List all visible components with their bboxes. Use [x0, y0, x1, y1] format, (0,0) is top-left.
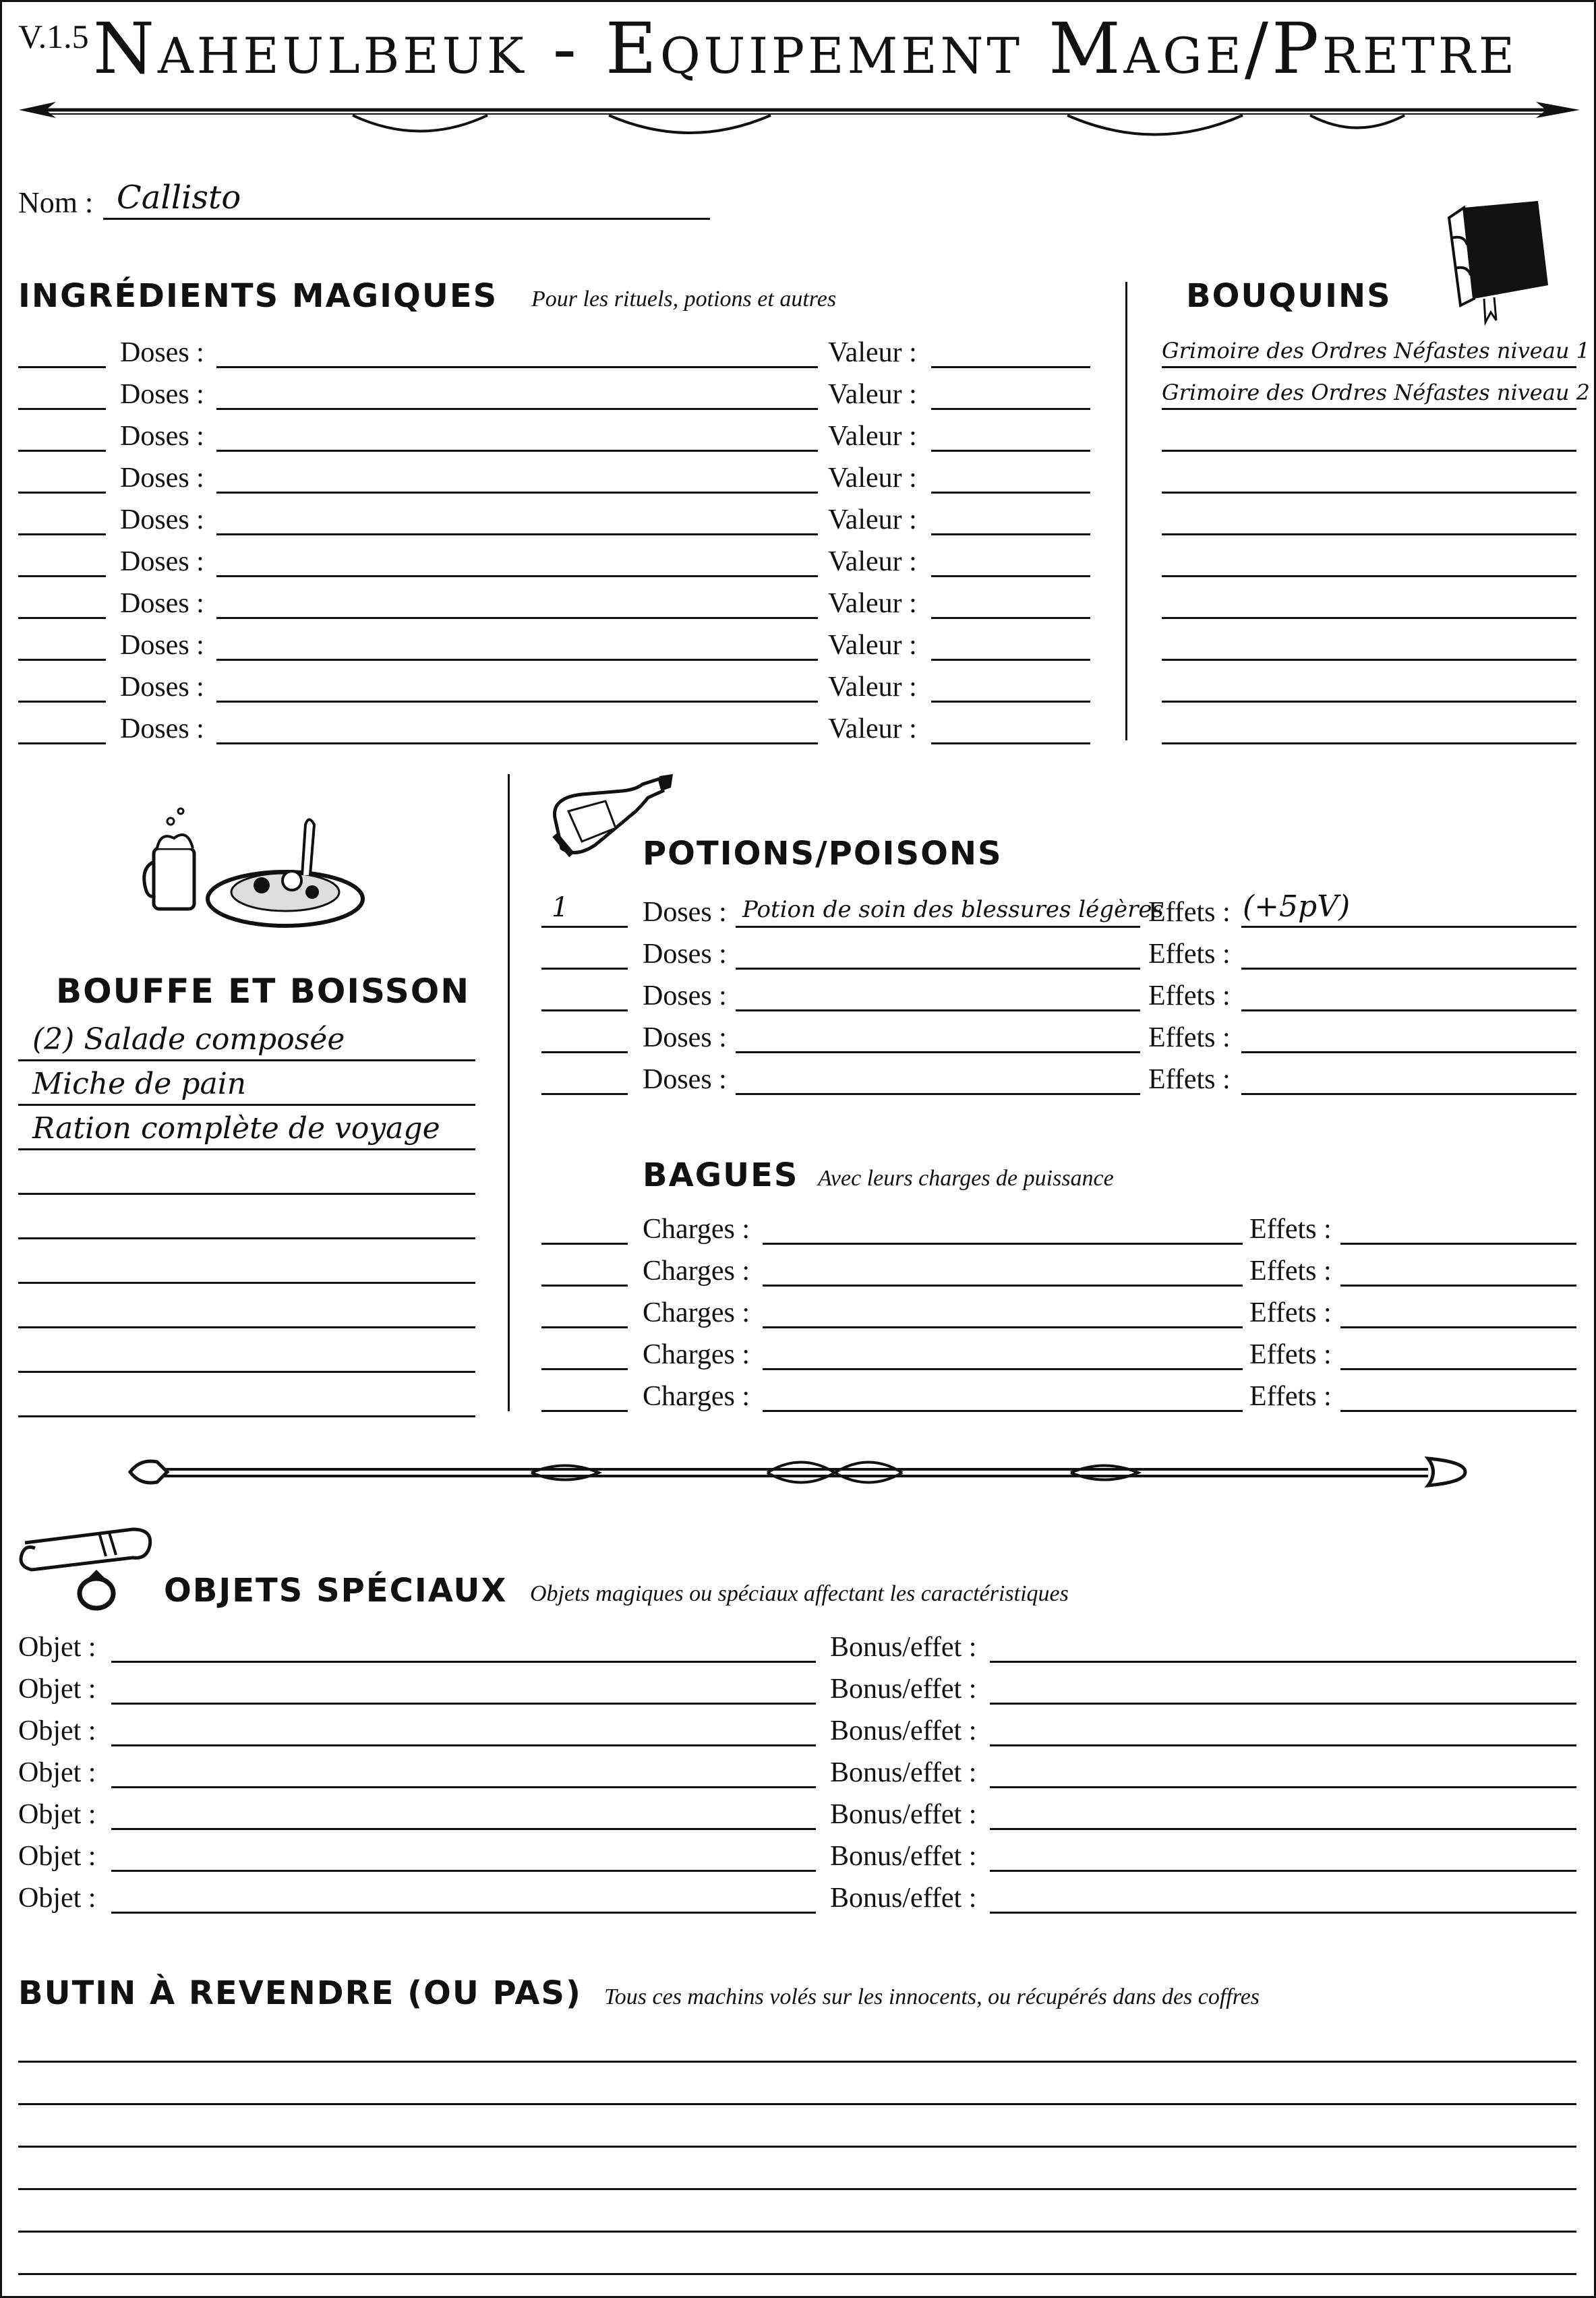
charges-label: Charges :: [643, 1256, 750, 1287]
name-line: [103, 218, 710, 220]
ingredient-name-line: [216, 742, 818, 744]
potion-qty-line: [541, 1093, 628, 1095]
book-line: [1162, 617, 1576, 619]
ring-qty-line: [541, 1243, 628, 1245]
doses-label: Doses :: [120, 463, 204, 494]
valeur-label: Valeur :: [828, 337, 917, 368]
spear-ornament: [16, 90, 1580, 150]
ring-icon: [73, 1566, 120, 1614]
valeur-label: Valeur :: [828, 672, 917, 703]
bonus-line: [990, 1786, 1576, 1788]
food-line: [18, 1104, 475, 1106]
potions-title: POTIONS/POISONS: [643, 835, 1003, 873]
food-line: [18, 1282, 475, 1284]
doses-label: Doses :: [643, 1022, 727, 1053]
doses-label: Doses :: [643, 980, 727, 1011]
ingredient-name-line: [216, 450, 818, 452]
butin-line: [18, 2103, 1576, 2105]
bonus-line: [990, 1870, 1576, 1872]
book-line: [1162, 366, 1576, 368]
objet-label: Objet :: [18, 1883, 96, 1914]
book-line: [1162, 450, 1576, 452]
food-entry[interactable]: (2) Salade composée: [32, 1022, 345, 1057]
bagues-title: BAGUES: [643, 1156, 799, 1194]
effets-label: Effets :: [1148, 939, 1231, 970]
potion-effect-line: [1241, 1009, 1576, 1011]
book-line: [1162, 492, 1576, 494]
ingredient-name-line: [216, 701, 818, 703]
valeur-label: Valeur :: [828, 379, 917, 410]
doses-label: Doses :: [120, 588, 204, 619]
ring-effect-line: [1340, 1410, 1576, 1412]
objet-line: [111, 1828, 816, 1830]
butin-line: [18, 2146, 1576, 2148]
ingredient-qty-line: [18, 617, 106, 619]
effets-label: Effets :: [1249, 1297, 1332, 1328]
bonus-line: [990, 1703, 1576, 1705]
potion-name[interactable]: Potion de soin des blessures légères: [742, 896, 1164, 923]
ingredient-name-line: [216, 659, 818, 661]
objet-label: Objet :: [18, 1674, 96, 1705]
ingredient-qty-line: [18, 575, 106, 577]
ring-qty-line: [541, 1285, 628, 1287]
book-entry[interactable]: Grimoire des Ordres Néfastes niveau 2: [1162, 380, 1590, 405]
food-line: [18, 1326, 475, 1328]
ingredient-name-line: [216, 575, 818, 577]
valeur-label: Valeur :: [828, 546, 917, 577]
objet-line: [111, 1703, 816, 1705]
book-line: [1162, 659, 1576, 661]
doses-label: Doses :: [120, 713, 204, 744]
objets-subtitle: Objets magiques ou spéciaux affectant les caractéristiques: [530, 1581, 1069, 1606]
butin-line: [18, 2231, 1576, 2233]
book-line: [1162, 533, 1576, 535]
staff-ornament: [127, 1445, 1469, 1499]
charges-label: Charges :: [643, 1339, 750, 1370]
bonus-label: Bonus/effet :: [830, 1715, 977, 1746]
food-line: [18, 1193, 475, 1195]
bonus-line: [990, 1828, 1576, 1830]
ingredient-name-line: [216, 492, 818, 494]
doses-label: Doses :: [643, 1064, 727, 1095]
book-line: [1162, 701, 1576, 703]
food-line: [18, 1148, 475, 1150]
objet-label: Objet :: [18, 1715, 96, 1746]
bonus-line: [990, 1912, 1576, 1914]
potion-effect-line: [1241, 1051, 1576, 1053]
food-line: [18, 1415, 475, 1417]
ring-qty-line: [541, 1326, 628, 1328]
doses-label: Doses :: [120, 630, 204, 661]
version-label: V.1.5: [18, 18, 89, 55]
ingredient-qty-line: [18, 366, 106, 368]
potion-name-line: [736, 1051, 1140, 1053]
ingredient-name-line: [216, 533, 818, 535]
objet-label: Objet :: [18, 1799, 96, 1830]
food-entry[interactable]: Miche de pain: [32, 1067, 247, 1101]
doses-label: Doses :: [120, 504, 204, 535]
doses-label: Doses :: [643, 939, 727, 970]
ingredient-qty-line: [18, 659, 106, 661]
ingredients-subtitle: Pour les rituels, potions et autres: [531, 287, 837, 312]
ring-charges-line: [763, 1243, 1243, 1245]
valeur-label: Valeur :: [828, 463, 917, 494]
bonus-label: Bonus/effet :: [830, 1841, 977, 1872]
effets-label: Effets :: [1249, 1214, 1332, 1245]
ingredient-value-line: [931, 533, 1090, 535]
potion-effect-line: [1241, 926, 1576, 928]
potion-qty-line: [541, 1009, 628, 1011]
food-title: BOUFFE ET BOISSON: [56, 972, 471, 1011]
bonus-line: [990, 1661, 1576, 1663]
ingredient-name-line: [216, 366, 818, 368]
ring-qty-line: [541, 1410, 628, 1412]
ring-effect-line: [1340, 1285, 1576, 1287]
potion-qty-line: [541, 968, 628, 970]
butin-line: [18, 2273, 1576, 2275]
valeur-label: Valeur :: [828, 713, 917, 744]
ingredients-title: INGRÉDIENTS MAGIQUES: [18, 277, 498, 315]
ingredient-qty-line: [18, 408, 106, 410]
ingredient-qty-line: [18, 533, 106, 535]
ingredient-value-line: [931, 450, 1090, 452]
food-line: [18, 1237, 475, 1239]
ring-charges-line: [763, 1410, 1243, 1412]
butin-subtitle: Tous ces machins volés sur les innocents, ou récupérés dans des coffres: [604, 1984, 1260, 2009]
objet-line: [111, 1870, 816, 1872]
potion-name-line: [736, 1009, 1140, 1011]
book-entry[interactable]: Grimoire des Ordres Néfastes niveau 1: [1162, 338, 1590, 363]
valeur-label: Valeur :: [828, 588, 917, 619]
ingredient-value-line: [931, 408, 1090, 410]
objet-line: [111, 1661, 816, 1663]
potion-qty-line: [541, 926, 628, 928]
ring-charges-line: [763, 1368, 1243, 1370]
objet-line: [111, 1912, 816, 1914]
objets-title: OBJETS SPÉCIAUX: [164, 1572, 508, 1610]
ring-effect-line: [1340, 1368, 1576, 1370]
ring-charges-line: [763, 1326, 1243, 1328]
ingredient-value-line: [931, 701, 1090, 703]
butin-line: [18, 2188, 1576, 2190]
ring-charges-line: [763, 1285, 1243, 1287]
ring-effect-line: [1340, 1326, 1576, 1328]
column-divider-2: [508, 774, 510, 1411]
ingredient-value-line: [931, 742, 1090, 744]
charges-label: Charges :: [643, 1214, 750, 1245]
potion-effect-line: [1241, 1093, 1576, 1095]
objet-line: [111, 1744, 816, 1746]
potion-effect-line: [1241, 968, 1576, 970]
effets-label: Effets :: [1148, 1064, 1231, 1095]
ingredient-name-line: [216, 617, 818, 619]
name-value[interactable]: Callisto: [117, 179, 241, 216]
butin-line: [18, 2061, 1576, 2063]
ingredient-qty-line: [18, 742, 106, 744]
ingredient-value-line: [931, 575, 1090, 577]
doses-label: Doses :: [120, 546, 204, 577]
ingredient-value-line: [931, 617, 1090, 619]
butin-title: BUTIN À REVENDRE (OU PAS): [18, 1974, 582, 2012]
valeur-label: Valeur :: [828, 504, 917, 535]
bonus-label: Bonus/effet :: [830, 1757, 977, 1788]
name-label: Nom :: [18, 186, 94, 219]
page-title: Naheulbeuk - Equipement Mage/Pretre: [93, 7, 1518, 90]
effets-label: Effets :: [1148, 980, 1231, 1011]
potion-name-line: [736, 926, 1140, 928]
charges-label: Charges :: [643, 1297, 750, 1328]
objet-line: [111, 1786, 816, 1788]
bonus-label: Bonus/effet :: [830, 1632, 977, 1663]
book-line: [1162, 575, 1576, 577]
potion-effect[interactable]: (+5pV): [1243, 889, 1351, 924]
ingredient-name-line: [216, 408, 818, 410]
effets-label: Effets :: [1148, 1022, 1231, 1053]
charges-label: Charges :: [643, 1381, 750, 1412]
valeur-label: Valeur :: [828, 630, 917, 661]
ingredient-value-line: [931, 492, 1090, 494]
ring-effect-line: [1340, 1243, 1576, 1245]
doses-label: Doses :: [120, 379, 204, 410]
book-line: [1162, 408, 1576, 410]
ingredient-value-line: [931, 659, 1090, 661]
effets-label: Effets :: [1249, 1381, 1332, 1412]
doses-label: Doses :: [120, 672, 204, 703]
bonus-line: [990, 1744, 1576, 1746]
effets-label: Effets :: [1249, 1256, 1332, 1287]
objet-label: Objet :: [18, 1632, 96, 1663]
food-line: [18, 1371, 475, 1373]
book-line: [1162, 742, 1576, 744]
doses-label: Doses :: [120, 421, 204, 452]
food-icon: [140, 801, 376, 943]
ring-qty-line: [541, 1368, 628, 1370]
potion-qty-line: [541, 1051, 628, 1053]
potion-name-line: [736, 1093, 1140, 1095]
doses-label: Doses :: [120, 337, 204, 368]
column-divider: [1125, 282, 1127, 740]
effets-label: Effets :: [1148, 897, 1231, 928]
food-entry[interactable]: Ration complète de voyage: [32, 1111, 440, 1146]
ingredient-value-line: [931, 366, 1090, 368]
bonus-label: Bonus/effet :: [830, 1674, 977, 1705]
effets-label: Effets :: [1249, 1339, 1332, 1370]
objet-label: Objet :: [18, 1841, 96, 1872]
bagues-subtitle: Avec leurs charges de puissance: [818, 1166, 1114, 1191]
bonus-label: Bonus/effet :: [830, 1883, 977, 1914]
ingredient-qty-line: [18, 701, 106, 703]
ingredient-qty-line: [18, 450, 106, 452]
potion-qty[interactable]: 1: [552, 892, 569, 923]
doses-label: Doses :: [643, 897, 727, 928]
ingredient-qty-line: [18, 492, 106, 494]
bouquins-title: BOUQUINS: [1186, 277, 1392, 315]
bonus-label: Bonus/effet :: [830, 1799, 977, 1830]
food-line: [18, 1059, 475, 1061]
objet-label: Objet :: [18, 1757, 96, 1788]
potion-name-line: [736, 968, 1140, 970]
valeur-label: Valeur :: [828, 421, 917, 452]
book-icon: [1437, 198, 1551, 326]
